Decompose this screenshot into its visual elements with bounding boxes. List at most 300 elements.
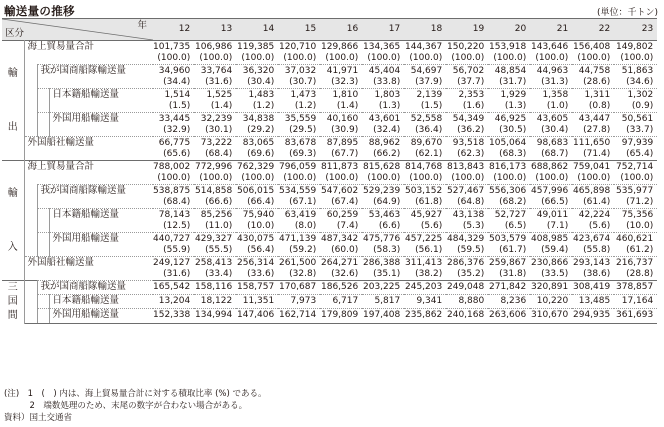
value-cell: 51,863 <box>614 65 657 78</box>
value-cell: 42,224 <box>572 209 614 222</box>
value-cell: 45,927 <box>404 209 446 222</box>
ratio-cell: (59.5) <box>457 245 485 255</box>
value-cell: 119,385 <box>236 41 278 54</box>
row-label: 日本籍船輸送量 <box>49 209 153 233</box>
value-cell: 54,697 <box>404 65 446 78</box>
ratio-cell: (100.0) <box>577 173 611 183</box>
value-cell: 44,758 <box>572 65 614 78</box>
value-cell: 1,358 <box>530 89 572 102</box>
ratio-cell: (100.0) <box>409 53 443 63</box>
ratio-cell: (67.1) <box>289 197 317 207</box>
row-label: 外国船社輸送量 <box>24 137 153 161</box>
value-cell: 688,862 <box>530 161 572 174</box>
value-cell: 6,717 <box>320 295 362 309</box>
ratio-cell: (6.5) <box>504 221 527 231</box>
value-cell: 97,939 <box>614 137 657 150</box>
indent-cell <box>24 281 37 295</box>
value-cell: 35,559 <box>278 113 320 126</box>
value-cell: 144,367 <box>404 41 446 54</box>
value-cell: 33,764 <box>194 65 236 78</box>
ratio-cell: (100.0) <box>157 173 191 183</box>
ratio-cell: (33.7) <box>626 125 654 135</box>
ratio-cell: (100.0) <box>577 53 611 63</box>
value-cell: 9,341 <box>404 295 446 309</box>
value-cell: 286,376 <box>446 257 488 270</box>
ratio-cell: (30.5) <box>499 125 527 135</box>
ratio-cell: (64.9) <box>373 197 401 207</box>
row-label: 海上貿易量合計 <box>24 41 153 65</box>
ratio-cell: (100.0) <box>325 53 359 63</box>
ratio-cell: (59.4) <box>541 245 569 255</box>
ratio-cell: (61.7) <box>499 245 527 255</box>
value-cell: 165,542 <box>153 281 194 295</box>
value-cell: 43,138 <box>446 209 488 222</box>
value-cell: 471,139 <box>278 233 320 246</box>
value-cell: 1,302 <box>614 89 657 102</box>
ratio-cell: (28.8) <box>626 269 654 279</box>
ratio-cell: (100.0) <box>199 173 233 183</box>
table-row <box>2 209 657 222</box>
value-cell: 49,011 <box>530 209 572 222</box>
ratio-cell: (68.4) <box>163 197 191 207</box>
ratio-cell: (5.3) <box>462 221 485 231</box>
table-row <box>2 233 657 246</box>
row-label: 外国用船輸送量 <box>49 309 153 323</box>
ratio-cell: (65.6) <box>163 149 191 159</box>
ratio-cell: (31.6) <box>163 269 191 279</box>
ratio-cell: (32.4) <box>373 125 401 135</box>
ratio-cell: (69.3) <box>289 149 317 159</box>
value-cell: 261,500 <box>278 257 320 270</box>
value-cell: 179,809 <box>320 309 362 323</box>
value-cell: 457,996 <box>530 185 572 198</box>
ratio-cell: (31.6) <box>205 77 233 87</box>
ratio-cell: (58.3) <box>373 245 401 255</box>
ratio-cell: (33.8) <box>373 77 401 87</box>
value-cell: 2,139 <box>404 89 446 102</box>
row-label: 海上貿易量合計 <box>24 161 153 185</box>
ratio-cell: (55.8) <box>583 245 611 255</box>
value-cell: 430,075 <box>236 233 278 246</box>
ratio-cell: (35.1) <box>373 269 401 279</box>
ratio-cell: (29.5) <box>289 125 317 135</box>
ratio-cell: (59.2) <box>289 245 317 255</box>
value-cell: 37,032 <box>278 65 320 78</box>
row-label: 我が国商船隊輸送量 <box>37 65 153 89</box>
value-cell: 120,710 <box>278 41 320 54</box>
value-cell: 529,239 <box>362 185 404 198</box>
value-cell: 60,259 <box>320 209 362 222</box>
value-cell: 235,862 <box>404 309 446 323</box>
value-cell: 18,122 <box>194 295 236 309</box>
value-cell: 264,271 <box>320 257 362 270</box>
value-cell: 256,314 <box>236 257 278 270</box>
value-cell: 52,558 <box>404 113 446 126</box>
ratio-cell: (33.6) <box>247 269 275 279</box>
value-cell: 230,866 <box>530 257 572 270</box>
value-cell: 8,880 <box>446 295 488 309</box>
value-cell: 527,467 <box>446 185 488 198</box>
value-cell: 111,650 <box>572 137 614 150</box>
ratio-cell: (1.6) <box>462 101 485 111</box>
indent-cell <box>24 65 37 89</box>
value-cell: 36,320 <box>236 65 278 78</box>
value-cell: 83,065 <box>236 137 278 150</box>
ratio-cell: (68.2) <box>499 197 527 207</box>
ratio-cell: (65.4) <box>626 149 654 159</box>
ratio-cell: (100.0) <box>535 53 569 63</box>
ratio-cell: (37.9) <box>415 77 443 87</box>
year-header: 17 <box>362 19 404 41</box>
value-cell: 240,168 <box>446 309 488 323</box>
value-cell: 814,768 <box>404 161 446 174</box>
indent-cell <box>37 89 49 113</box>
ratio-cell: (6.6) <box>378 221 401 231</box>
ratio-cell: (71.2) <box>626 197 654 207</box>
value-cell: 556,306 <box>488 185 530 198</box>
value-cell: 41,971 <box>320 65 362 78</box>
ratio-cell: (100.0) <box>493 173 527 183</box>
indent-cell <box>24 295 37 309</box>
value-cell: 52,727 <box>488 209 530 222</box>
ratio-cell: (30.4) <box>247 77 275 87</box>
note-2: 2 端数処理のため、末尾の数字が合わない場合がある。 <box>4 401 248 411</box>
value-cell: 197,408 <box>362 309 404 323</box>
value-cell: 85,256 <box>194 209 236 222</box>
value-cell: 1,311 <box>572 89 614 102</box>
ratio-cell: (37.7) <box>457 77 485 87</box>
ratio-cell: (33.5) <box>541 269 569 279</box>
value-cell: 815,628 <box>362 161 404 174</box>
value-cell: 320,891 <box>530 281 572 295</box>
ratio-cell: (32.8) <box>289 269 317 279</box>
ratio-cell: (61.4) <box>583 197 611 207</box>
header-corner <box>2 19 153 41</box>
row-label: 外国用船輸送量 <box>49 233 153 257</box>
unit-label: (単位：千トン) <box>596 8 658 18</box>
value-cell: 538,875 <box>153 185 194 198</box>
ratio-cell: (34.4) <box>163 77 191 87</box>
section-label-import: 輸 入 <box>2 161 24 281</box>
indent-cell <box>24 309 37 323</box>
value-cell: 43,447 <box>572 113 614 126</box>
value-cell: 457,225 <box>404 233 446 246</box>
ratio-cell: (66.4) <box>247 197 275 207</box>
value-cell: 796,059 <box>278 161 320 174</box>
year-header: 21 <box>530 19 572 41</box>
value-cell: 547,602 <box>320 185 362 198</box>
value-cell: 8,236 <box>488 295 530 309</box>
indent-cell <box>37 113 49 137</box>
ratio-cell: (5.6) <box>420 221 443 231</box>
value-cell: 45,404 <box>362 65 404 78</box>
value-cell: 33,445 <box>153 113 194 126</box>
value-cell: 216,737 <box>614 257 657 270</box>
value-cell: 503,579 <box>488 233 530 246</box>
ratio-cell: (100.0) <box>283 53 317 63</box>
ratio-cell: (68.7) <box>541 149 569 159</box>
indent-cell <box>24 89 37 113</box>
value-cell: 13,204 <box>153 295 194 309</box>
value-cell: 170,687 <box>278 281 320 295</box>
table-row <box>2 281 657 295</box>
ratio-cell: (61.2) <box>626 245 654 255</box>
table-row <box>2 161 657 174</box>
notes <box>4 388 267 424</box>
header-row <box>2 19 657 41</box>
ratio-cell: (100.0) <box>367 173 401 183</box>
value-cell: 17,164 <box>614 295 657 309</box>
value-cell: 361,693 <box>614 309 657 323</box>
ratio-cell: (36.2) <box>457 125 485 135</box>
value-cell: 816,173 <box>488 161 530 174</box>
value-cell: 1,929 <box>488 89 530 102</box>
year-header: 16 <box>320 19 362 41</box>
ratio-cell: (66.6) <box>205 197 233 207</box>
value-cell: 465,898 <box>572 185 614 198</box>
ratio-cell: (34.6) <box>626 77 654 87</box>
ratio-cell: (100.0) <box>157 53 191 63</box>
value-cell: 156,408 <box>572 41 614 54</box>
indent-cell <box>24 209 37 233</box>
ratio-cell: (64.8) <box>457 197 485 207</box>
value-cell: 147,406 <box>236 309 278 323</box>
ratio-cell: (62.3) <box>457 149 485 159</box>
value-cell: 460,621 <box>614 233 657 246</box>
ratio-cell: (56.1) <box>415 245 443 255</box>
ratio-cell: (7.4) <box>336 221 359 231</box>
ratio-cell: (100.0) <box>535 173 569 183</box>
year-header: 12 <box>153 19 194 41</box>
value-cell: 788,002 <box>153 161 194 174</box>
value-cell: 50,561 <box>614 113 657 126</box>
value-cell: 43,605 <box>530 113 572 126</box>
value-cell: 308,419 <box>572 281 614 295</box>
header-nen: 年 <box>137 20 147 31</box>
ratio-cell: (30.9) <box>331 125 359 135</box>
ratio-cell: (100.0) <box>409 173 443 183</box>
row-label: 日本籍船輸送量 <box>49 295 153 309</box>
ratio-cell: (100.0) <box>367 53 401 63</box>
ratio-cell: (12.5) <box>163 221 191 231</box>
table-row <box>2 295 657 309</box>
value-cell: 7,973 <box>278 295 320 309</box>
year-header: 23 <box>614 19 657 41</box>
value-cell: 429,327 <box>194 233 236 246</box>
ratio-cell: (0.9) <box>631 101 654 111</box>
ratio-cell: (32.3) <box>331 77 359 87</box>
ratio-cell: (56.4) <box>247 245 275 255</box>
value-cell: 258,413 <box>194 257 236 270</box>
value-cell: 78,143 <box>153 209 194 222</box>
value-cell: 535,977 <box>614 185 657 198</box>
section-label-cross: 三 国 間 <box>2 281 24 324</box>
ratio-cell: (5.6) <box>588 221 611 231</box>
note-1: (注) 1 ( ) 内は、海上貿易量合計に対する積取比率 (%) である。 <box>4 389 267 399</box>
value-cell: 1,483 <box>236 89 278 102</box>
ratio-cell: (100.0) <box>325 173 359 183</box>
value-cell: 48,854 <box>488 65 530 78</box>
value-cell: 46,925 <box>488 113 530 126</box>
value-cell: 475,776 <box>362 233 404 246</box>
table-row <box>2 185 657 198</box>
ratio-cell: (1.3) <box>378 101 401 111</box>
value-cell: 44,963 <box>530 65 572 78</box>
row-label: 外国船社輸送量 <box>24 257 153 281</box>
value-cell: 101,735 <box>153 41 194 54</box>
ratio-cell: (60.0) <box>331 245 359 255</box>
year-header: 14 <box>236 19 278 41</box>
ratio-cell: (62.1) <box>415 149 443 159</box>
indent-cell <box>37 233 49 257</box>
value-cell: 32,239 <box>194 113 236 126</box>
year-header: 20 <box>488 19 530 41</box>
ratio-cell: (28.6) <box>583 77 611 87</box>
ratio-cell: (1.3) <box>504 101 527 111</box>
value-cell: 423,674 <box>572 233 614 246</box>
value-cell: 203,225 <box>362 281 404 295</box>
value-cell: 40,160 <box>320 113 362 126</box>
table-row <box>2 113 657 126</box>
value-cell: 34,960 <box>153 65 194 78</box>
row-label: 我が国商船隊輸送量 <box>37 185 153 209</box>
value-cell: 759,041 <box>572 161 614 174</box>
value-cell: 13,485 <box>572 295 614 309</box>
ratio-cell: (1.4) <box>210 101 233 111</box>
value-cell: 259,867 <box>488 257 530 270</box>
year-header: 13 <box>194 19 236 41</box>
ratio-cell: (71.4) <box>583 149 611 159</box>
ratio-cell: (100.0) <box>620 173 654 183</box>
value-cell: 149,802 <box>614 41 657 54</box>
ratio-cell: (10.0) <box>247 221 275 231</box>
value-cell: 506,015 <box>236 185 278 198</box>
value-cell: 271,842 <box>488 281 530 295</box>
indent-cell <box>24 233 37 257</box>
ratio-cell: (27.8) <box>583 125 611 135</box>
value-cell: 762,329 <box>236 161 278 174</box>
value-cell: 88,962 <box>362 137 404 150</box>
ratio-cell: (100.0) <box>620 53 654 63</box>
ratio-cell: (10.0) <box>626 221 654 231</box>
value-cell: 66,775 <box>153 137 194 150</box>
ratio-cell: (7.1) <box>546 221 569 231</box>
ratio-cell: (8.0) <box>294 221 317 231</box>
value-cell: 293,143 <box>572 257 614 270</box>
value-cell: 152,338 <box>153 309 194 323</box>
year-header: 22 <box>572 19 614 41</box>
year-header: 15 <box>278 19 320 41</box>
value-cell: 245,203 <box>404 281 446 295</box>
ratio-cell: (67.7) <box>331 149 359 159</box>
ratio-cell: (32.9) <box>163 125 191 135</box>
value-cell: 514,858 <box>194 185 236 198</box>
ratio-cell: (61.8) <box>415 197 443 207</box>
table-row <box>2 89 657 102</box>
ratio-cell: (29.2) <box>247 125 275 135</box>
section-label-export: 輸 出 <box>2 41 24 161</box>
value-cell: 772,996 <box>194 161 236 174</box>
value-cell: 89,670 <box>404 137 446 150</box>
value-cell: 534,559 <box>278 185 320 198</box>
value-cell: 63,419 <box>278 209 320 222</box>
row-label: 我が国商船隊輸送量 <box>37 281 153 295</box>
value-cell: 1,803 <box>362 89 404 102</box>
value-cell: 249,048 <box>446 281 488 295</box>
ratio-cell: (100.0) <box>493 53 527 63</box>
value-cell: 378,857 <box>614 281 657 295</box>
ratio-cell: (1.4) <box>336 101 359 111</box>
ratio-cell: (66.5) <box>541 197 569 207</box>
value-cell: 408,985 <box>530 233 572 246</box>
value-cell: 484,329 <box>446 233 488 246</box>
table-row <box>2 137 657 150</box>
value-cell: 813,843 <box>446 161 488 174</box>
ratio-cell: (32.6) <box>331 269 359 279</box>
value-cell: 310,670 <box>530 309 572 323</box>
value-cell: 294,935 <box>572 309 614 323</box>
ratio-cell: (1.5) <box>420 101 443 111</box>
row-label: 外国用船輸送量 <box>49 113 153 137</box>
ratio-cell: (30.4) <box>541 125 569 135</box>
value-cell: 134,365 <box>362 41 404 54</box>
source-note: 資料）国土交通省 <box>4 413 73 423</box>
value-cell: 153,918 <box>488 41 530 54</box>
value-cell: 811,873 <box>320 161 362 174</box>
value-cell: 98,683 <box>530 137 572 150</box>
value-cell: 11,351 <box>236 295 278 309</box>
value-cell: 487,342 <box>320 233 362 246</box>
value-cell: 83,678 <box>278 137 320 150</box>
value-cell: 75,356 <box>614 209 657 222</box>
ratio-cell: (100.0) <box>241 53 275 63</box>
value-cell: 5,817 <box>362 295 404 309</box>
ratio-cell: (30.7) <box>289 77 317 87</box>
value-cell: 150,220 <box>446 41 488 54</box>
value-cell: 53,463 <box>362 209 404 222</box>
ratio-cell: (0.8) <box>588 101 611 111</box>
value-cell: 43,601 <box>362 113 404 126</box>
indent-cell <box>37 309 49 323</box>
row-label: 日本籍船輸送量 <box>49 89 153 113</box>
value-cell: 75,940 <box>236 209 278 222</box>
value-cell: 73,222 <box>194 137 236 150</box>
value-cell: 105,064 <box>488 137 530 150</box>
ratio-cell: (68.3) <box>499 149 527 159</box>
value-cell: 34,838 <box>236 113 278 126</box>
ratio-cell: (1.5) <box>168 101 191 111</box>
indent-cell <box>24 113 37 137</box>
value-cell: 143,646 <box>530 41 572 54</box>
indent-cell <box>24 185 37 209</box>
ratio-cell: (100.0) <box>241 173 275 183</box>
value-cell: 1,525 <box>194 89 236 102</box>
ratio-cell: (36.4) <box>415 125 443 135</box>
value-cell: 752,714 <box>614 161 657 174</box>
indent-cell <box>37 209 49 233</box>
ratio-cell: (55.9) <box>163 245 191 255</box>
value-cell: 249,127 <box>153 257 194 270</box>
ratio-cell: (55.5) <box>205 245 233 255</box>
value-cell: 106,986 <box>194 41 236 54</box>
ratio-cell: (1.2) <box>252 101 275 111</box>
value-cell: 162,714 <box>278 309 320 323</box>
value-cell: 311,413 <box>404 257 446 270</box>
value-cell: 56,702 <box>446 65 488 78</box>
value-cell: 503,152 <box>404 185 446 198</box>
ratio-cell: (100.0) <box>199 53 233 63</box>
ratio-cell: (31.3) <box>541 77 569 87</box>
